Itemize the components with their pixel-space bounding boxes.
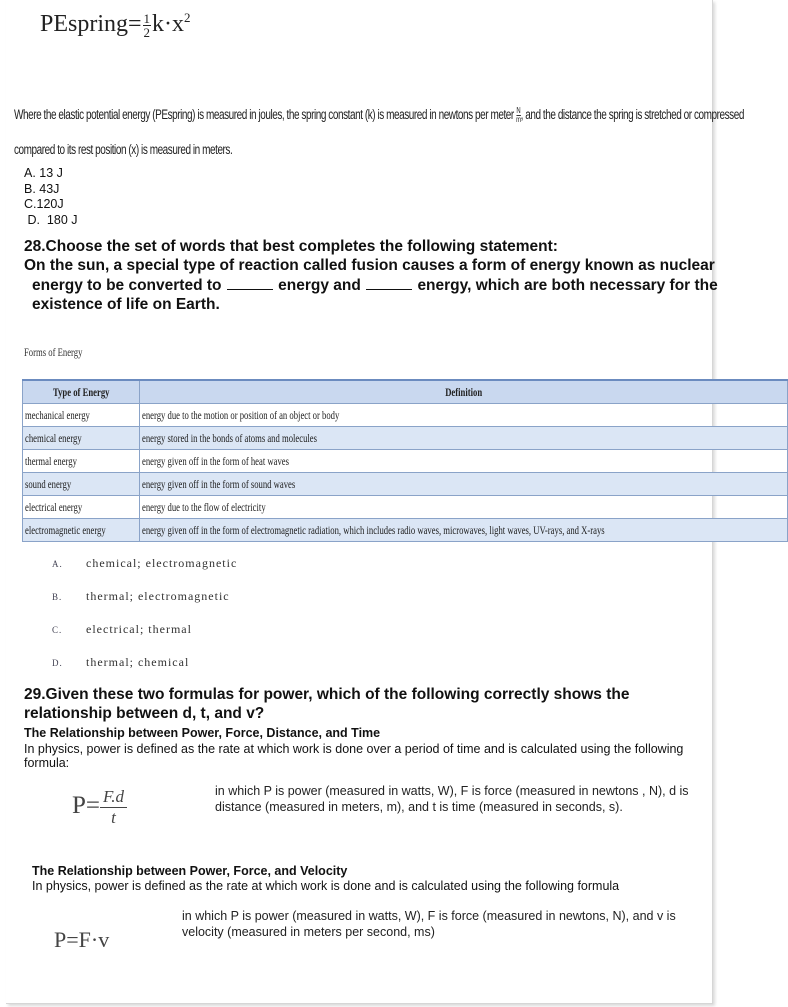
type-label: sound energy: [25, 476, 72, 491]
spring-pe-formula: [40, 10, 191, 39]
table-row: [23, 404, 788, 427]
q27-option-c[interactable]: C.120J: [24, 197, 64, 211]
definition-cell: [140, 473, 788, 496]
power-velocity-heading: The Relationship between Power, Force, and Velocity: [32, 864, 348, 878]
q28-option-b[interactable]: [52, 589, 237, 622]
q29-line-2: relationship between d, t, and v?: [24, 704, 265, 722]
type-label: mechanical energy: [25, 407, 90, 422]
option-text: thermal; electromagnetic: [86, 589, 230, 603]
q28-line-3b: energy and: [278, 277, 361, 294]
table-row: [23, 427, 788, 450]
option-text: chemical; electromagnetic: [86, 556, 238, 570]
answer-blank-1: [227, 275, 273, 290]
description-part-2: , and the distance the spring is stretched or compressed: [520, 107, 744, 122]
definition-label: energy stored in the bonds of atoms and molecules: [142, 430, 318, 445]
option-text: thermal; chemical: [86, 655, 190, 669]
answer-blank-2: [366, 275, 412, 290]
q28-line-3c: energy, which are both necessary for the: [417, 277, 718, 294]
one-half-fraction: [143, 12, 152, 39]
table-header-row: [23, 380, 788, 404]
formula1-lhs: P=: [72, 792, 101, 820]
definition-cell: [140, 427, 788, 450]
q28-options: [52, 556, 237, 688]
power-distance-heading: The Relationship between Power, Force, Distance, and Time: [24, 726, 381, 740]
unit-numerator: N: [516, 105, 521, 115]
type-cell: [23, 404, 140, 427]
option-text: electrical; thermal: [86, 622, 192, 636]
power-distance-paragraph: In physics, power is defined as the rate at which work is done over a period of time and is calculated using the following formula:: [24, 742, 684, 770]
q29-line-1: 29.Given these two formulas for power, which of the following correctly shows the: [24, 686, 630, 703]
spring-description: [14, 97, 744, 167]
formula2-definition: in which P is power (measured in watts, W), F is force (measured in newtons, N), and v is velocity (measured in meters per second, ms): [182, 909, 676, 939]
fraction-denominator: 2: [143, 24, 151, 40]
type-cell: [23, 473, 140, 496]
q28-option-a[interactable]: [52, 556, 237, 589]
formula1-numerator: F.d: [100, 787, 127, 808]
type-cell: [23, 450, 140, 473]
q28-option-c[interactable]: [52, 622, 237, 655]
q28-line-4: existence of life on Earth.: [32, 295, 220, 313]
description-part-1: Where the elastic potential energy (PEspring) is measured in joules, the spring constant (k) is measured in newtons per meter: [14, 107, 514, 122]
definition-label: energy due to the flow of electricity: [142, 499, 266, 514]
header-type-label: Type of Energy: [52, 384, 110, 399]
unit-denominator: m: [516, 114, 521, 124]
definition-label: energy due to the motion or position of an object or body: [142, 407, 340, 422]
energy-table: [22, 379, 788, 542]
description-line-2: compared to its rest position (x) is measured in meters.: [14, 142, 233, 157]
q28-line-2: On the sun, a special type of reaction called fusion causes a form of energy known as nuclear: [24, 256, 715, 274]
option-letter: D.: [52, 658, 63, 668]
q28-line-3a: energy to be converted to: [32, 277, 222, 294]
table-row: [23, 450, 788, 473]
definition-cell: [140, 404, 788, 427]
type-label: thermal energy: [25, 453, 77, 468]
formula1-denominator: t: [111, 808, 116, 827]
power-formula-2: P=F·v: [54, 927, 110, 952]
type-cell: [23, 427, 140, 450]
definition-cell: [140, 519, 788, 542]
forms-of-energy-title: Forms of Energy: [24, 345, 83, 359]
formula-lhs: PEspring=: [40, 11, 142, 37]
header-definition: [140, 380, 788, 404]
formula-rhs: k·x: [152, 11, 185, 37]
definition-label: energy given off in the form of sound waves: [142, 476, 296, 491]
question-28: [24, 238, 718, 314]
question-29: [24, 686, 714, 723]
formula-exponent: 2: [184, 10, 191, 25]
definition-cell: [140, 450, 788, 473]
q27-options: [24, 166, 78, 228]
header-type: [23, 380, 140, 404]
option-letter: B.: [52, 592, 63, 602]
q27-option-b[interactable]: B. 43J: [24, 181, 60, 196]
type-label: electrical energy: [25, 499, 83, 514]
definition-label: energy given off in the form of heat waves: [142, 453, 290, 468]
power-formula-1: [72, 787, 127, 828]
table-row: [23, 473, 788, 496]
q28-line-3: [24, 275, 718, 296]
q27-option-a[interactable]: A. 13 J: [24, 166, 63, 180]
power-velocity-paragraph: In physics, power is defined as the rate at which work is done and is calculated using the following formula: [32, 879, 620, 893]
q28-option-d[interactable]: [52, 655, 237, 688]
header-definition-label: Definition: [444, 384, 482, 399]
definition-label: energy given off in the form of electromagnetic radiation, which includes radio waves, microwaves, light waves, UV-rays, and X-rays: [142, 522, 605, 537]
type-label: electromagnetic energy: [25, 522, 106, 537]
type-cell: [23, 519, 140, 542]
option-letter: C.: [52, 625, 63, 635]
fraction-numerator: 1: [143, 10, 151, 26]
formula1-definition: in which P is power (measured in watts, W), F is force (measured in newtons , N), d is distance (measured in meters, m), and t is time (measured in seconds, s).: [215, 784, 689, 814]
type-cell: [23, 496, 140, 519]
option-letter: A.: [52, 559, 63, 569]
q27-option-d[interactable]: D. 180 J: [24, 212, 78, 227]
definition-cell: [140, 496, 788, 519]
description-line-1: [14, 97, 744, 132]
formula1-fraction: [100, 787, 127, 828]
q28-line-1: 28.Choose the set of words that best completes the following statement:: [24, 238, 558, 255]
table-row: [23, 496, 788, 519]
type-label: chemical energy: [25, 430, 82, 445]
table-row: [23, 519, 788, 542]
